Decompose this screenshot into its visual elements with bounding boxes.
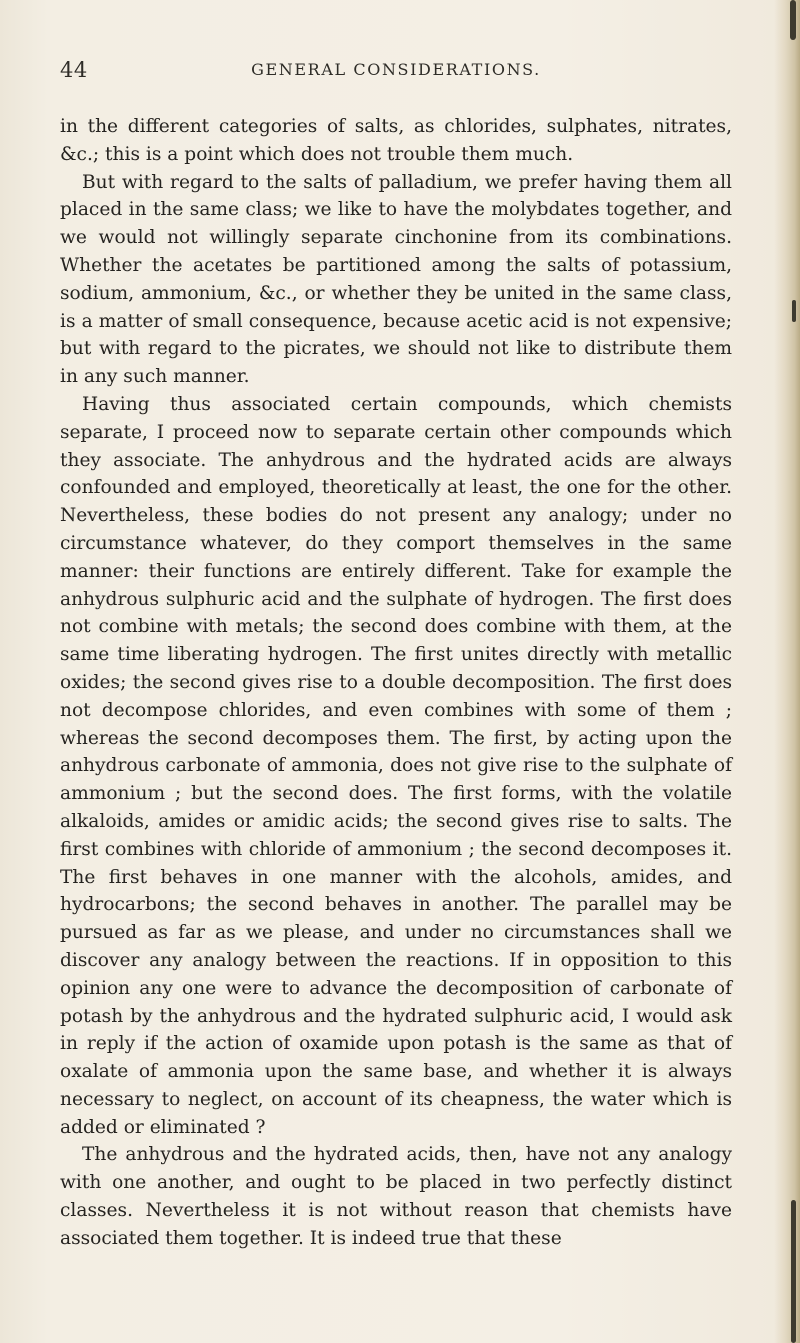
edge-mark xyxy=(792,300,796,322)
page-edge-shadow xyxy=(774,0,800,1343)
page-number: 44 xyxy=(60,58,88,82)
paragraph: Having thus associated certain compounds, which chemists separate, I proceed now to separate certain other compounds which they associate. The anhydrous and the hydrated acids are always confounded and employed, theoretically at least, the one for the other. Nevertheless, these bodies do not present any analogy; under no circumstance whatever, do they comport themselves in the same manner: their functions are entirely different. Take for example the anhydrous sulphuric acid and the sulphate of hydrogen. The first does not combine with metals; the second does combine with them, at the same time liberating hydrogen. The first unites directly with metallic oxides; the second gives rise to a double decomposition. The first does not decompose chlorides, and even combines with some of them ; whereas the second decomposes them. The first, by acting upon the anhydrous carbonate of ammonia, does not give rise to the sulphate of ammonium ; but the second does. The first forms, with the volatile alkaloids, amides or amidic acids; the second gives rise to salts. The first combines with chloride of ammonium ; the second decomposes it. The first behaves in one manner with the alcohols, amides, and hydrocarbons; the second behaves in another. The parallel may be pursued as far as we please, and under no circumstances shall we discover any analogy between the reactions. If in opposition to this opinion any one were to advance the decomposition of carbonate of potash by the anhydrous and the hydrated sulphuric acid, I would ask in reply if the action of oxamide upon potash is the same as that of oxalate of ammonia upon the same base, and whether it is always necessary to neglect, on account of its cheapness, the water which is added or eliminated ? xyxy=(60,393,732,1138)
paragraph: But with regard to the salts of palladium, we prefer having them all placed in the same class; we like to have the molybdates together, and we would not willingly separate cinchonine from its combinations. Whether the acetates be partitioned among the salts of potassium, sodium, ammonium, &c., or whether they be united in the same class, is a matter of small consequence, because acetic acid is not expensive; but with regard to the picrates, we should not like to distribute them in any such manner. xyxy=(60,171,732,388)
running-title: GENERAL CONSIDERATIONS. xyxy=(251,60,541,79)
edge-mark xyxy=(791,1200,796,1343)
paragraph: The anhydrous and the hydrated acids, then, have not any analogy with one another, and ought to be placed in two perfectly distinct classes. Nevertheless it is not without reason that chemists have associated them together. It is indeed true that these xyxy=(60,1144,732,1249)
page-header xyxy=(60,58,732,84)
edge-mark xyxy=(790,0,796,40)
body-text xyxy=(60,113,732,1253)
paragraph: in the different categories of salts, as chlorides, sulphates, nitrates, &c.; this is a point which does not trouble them much. xyxy=(60,116,732,165)
